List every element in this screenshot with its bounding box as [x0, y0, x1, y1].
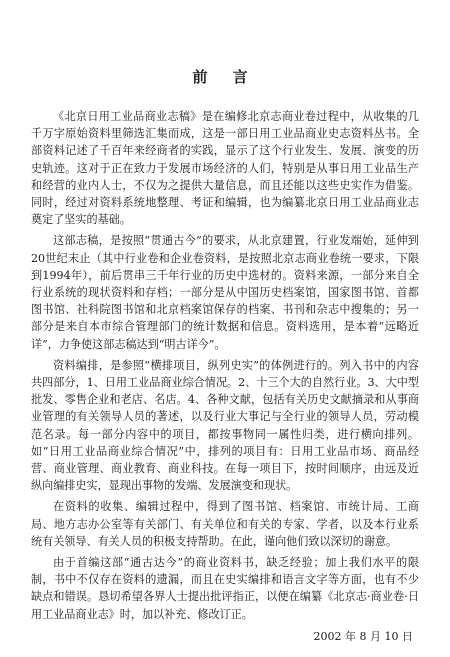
page-title: 前 言 [192, 68, 258, 86]
preface-body [31, 108, 419, 627]
date-line: 2002 年 8 月 10 日 [313, 630, 413, 643]
paragraph-2: 这部志稿，是按照“贯通古今”的要求，从北京建置，行业发端始，延伸到20世纪末止（其中行业卷和企业卷资料，是按照北京志商业卷统一要求，下限到1994年），前后贯串三千年行业的历史中选材的。资料来源，一部分来自全行业系统的现状资料和存档；一部分是从中国历史档案馆，国家图书馆、首都图书馆、社科院图书馆和北京档案馆保存的档案、书刊和杂志中搜集的；另一部分是来自本市综合管理部门的统计数据和信息。资料选用，是本着“远略近详”，力争使这部志稿达到“明古详今”。 [31, 234, 419, 351]
paragraph-3: 资料编排，是参照“横排项目，纵列史实”的体例进行的。列入书中的内容共四部分，1、日用工业品商业综合情况。2、十三个大的自然行业。3、大中型批发、零售企业和老店、名店。4、各种文献，包括有关历史文献摘录和从事商业管理的有关领导人员的著述，以及行业大事记与全行业的领导人员，劳动模范名录。每一部分内容中的项目，都按事物同一属性归类，进行横向排列。如“日用工业品商业综合情况”中，排列的项目有：日用工业品市场、商品经营、商业管理、商业教育、商业科技。在每一项目下，按时间顺序，由远及近纵向编排史实，显现出事物的发端、发展演变和现状。 [31, 358, 419, 493]
paragraph-5: 由于首编这部“通古达今”的商业资料书，缺乏经验；加上我们水平的限制，书中不仅存在资料的遗漏，而且在史实编排和语言文字等方面，也有不少缺点和错误。恳切希望各界人士提出批评指正，以便在编纂《北京志·商业卷·日用工业品商业志》时，加以补充、修改订正。 [31, 556, 419, 621]
paragraph-1: 《北京日用工业品商业志稿》是在编修北京志商业卷过程中，从收集的几千万字原始资料里筛选汇集而成，这是一部日用工业品商业史志资料丛书。全部资料记述了千百年来经商者的实践，显示了这个行业发生、发展、演变的历史轨迹。这对于正在致力于发展市场经济的人们，特别是从事日用工业品生产和经营的业内人士，不仅为之提供大量信息，而且还能以这些史实作为借鉴。同时，经过对资料系统地整理、考证和编辑，也为编纂北京日用工业品商业志奠定了坚实的基础。 [31, 110, 419, 227]
paragraph-4: 在资料的收集、编辑过程中，得到了图书馆、档案馆、市统计局、工商局、地方志办公室等有关部门、有关单位和有关的专家、学者，以及本行业系统有关领导、有关人员的积极支持帮助。在此，谨向他们致以深切的谢意。 [31, 500, 419, 548]
